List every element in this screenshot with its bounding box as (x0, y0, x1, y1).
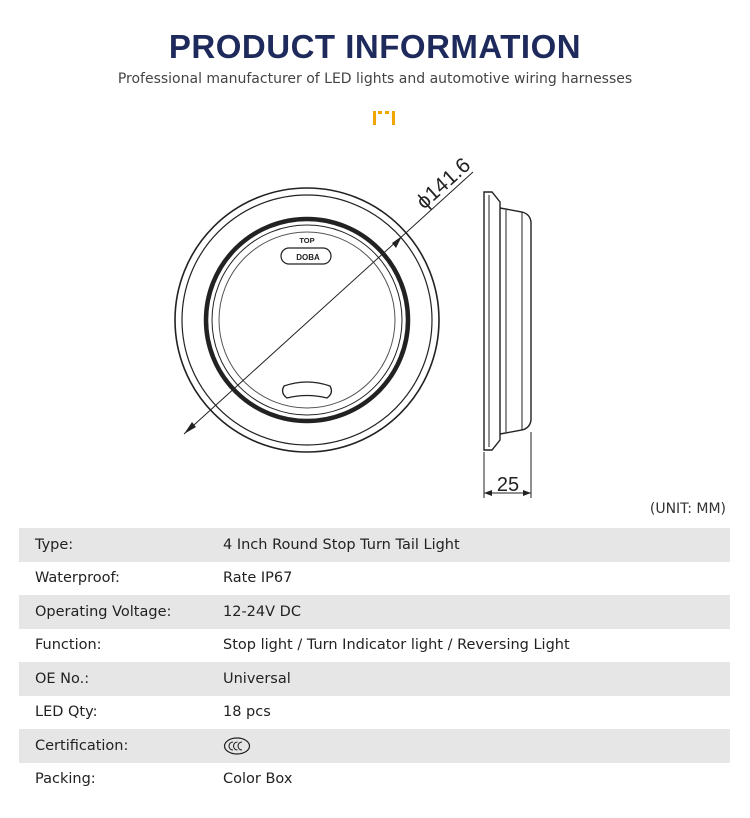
spec-value: 18 pcs (223, 704, 271, 721)
table-row (19, 528, 730, 562)
table-row (19, 562, 730, 596)
spec-value: Rate IP67 (223, 570, 293, 587)
spec-label: OE No.: (19, 662, 223, 696)
page-title: PRODUCT INFORMATION (168, 28, 582, 65)
spec-label: LED Qty: (35, 704, 98, 721)
ccc-certification-icon (223, 737, 251, 755)
table-row (19, 662, 730, 696)
spec-value (223, 729, 730, 763)
spec-value: Stop light / Turn Indicator light / Reversing Light (223, 637, 570, 654)
spec-label: Certification: (19, 729, 223, 763)
spec-label: Packing: (35, 771, 96, 788)
spec-value: Universal (223, 662, 730, 696)
outer-ring (175, 188, 439, 452)
spec-label: Waterproof: (35, 570, 120, 587)
table-row (19, 595, 730, 629)
spec-value: Color Box (223, 771, 293, 788)
bottom-slot (283, 382, 332, 398)
spec-value: 12-24V DC (223, 595, 730, 629)
side-view-flange (484, 192, 500, 450)
technical-drawing (0, 140, 750, 500)
table-row (19, 629, 730, 663)
page-subtitle: Professional manufacturer of LED lights and automotive wiring harnesses (117, 71, 633, 87)
lens-rim (206, 219, 408, 421)
table-row (19, 763, 730, 797)
spec-label: Function: (35, 637, 102, 654)
spec-value: 4 Inch Round Stop Turn Tail Light (223, 528, 730, 562)
brand-mark: DOBA (296, 253, 320, 262)
accent-mark-icon (372, 110, 396, 126)
spec-label: Type: (19, 528, 223, 562)
depth-label: 25 (496, 474, 520, 496)
table-row (19, 696, 730, 730)
table-row (19, 729, 730, 763)
spec-label: Operating Voltage: (19, 595, 223, 629)
side-view-body (500, 208, 531, 434)
diameter-arrow-icon (184, 422, 196, 434)
unit-note: (UNIT: MM) (649, 501, 726, 517)
top-mark: TOP (299, 236, 315, 245)
spec-table (19, 528, 730, 796)
diameter-label: ϕ141.6 (411, 153, 476, 214)
